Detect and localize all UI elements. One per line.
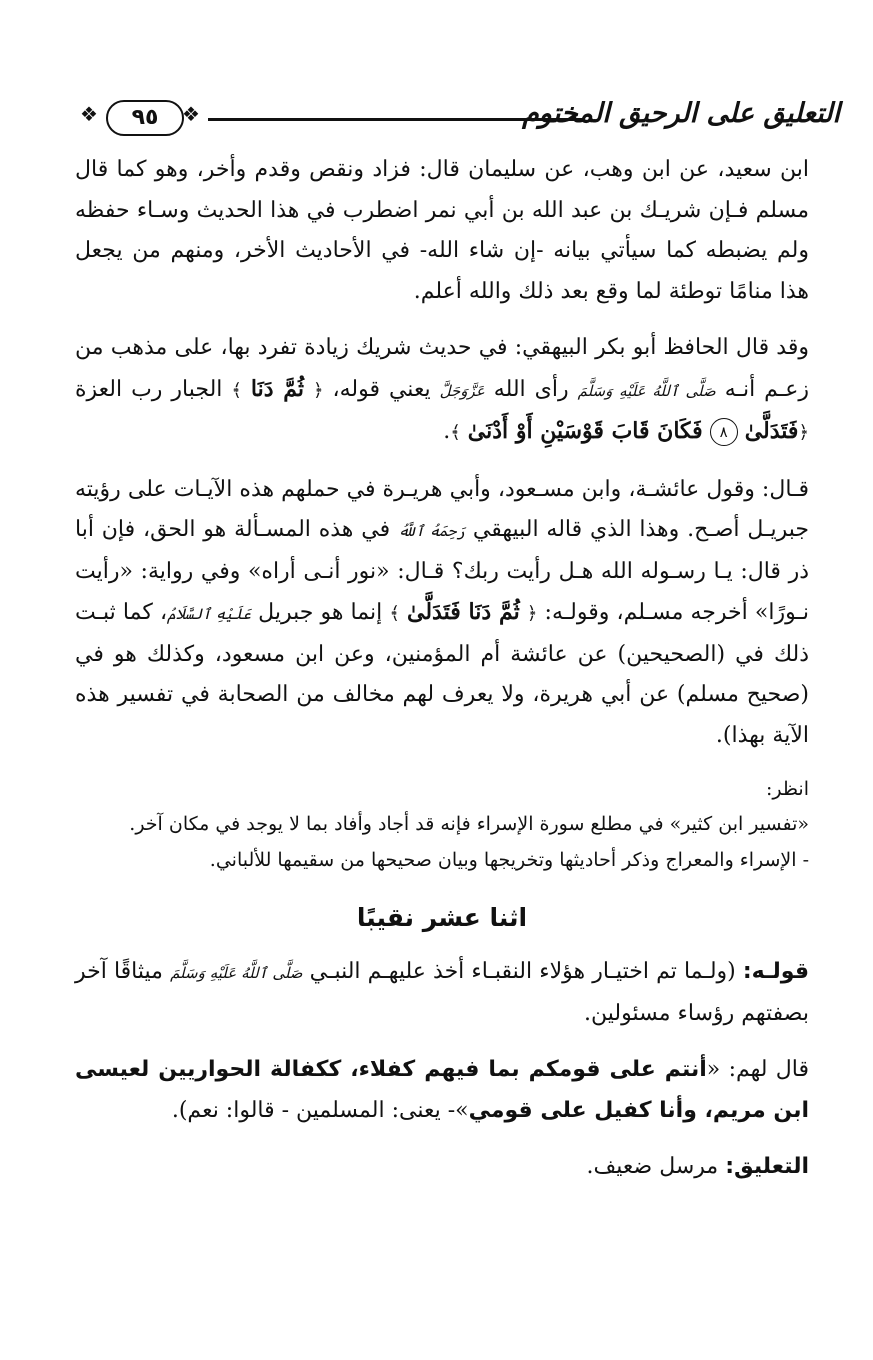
text-run: يعني قوله،	[323, 376, 440, 402]
list-item: «تفسير ابن كثير» في مطلع سورة الإسراء فإنه قد أجاد وأفاد بما لا يوجد في مكان آخر.	[129, 813, 809, 835]
paragraph-2: وقد قال الحافظ أبو بكر البيهقي: في حديث شريك زيادة تفرد بها، على مذهب من زعـم أنـه صَلَّى ٱللَّهُ عَلَيْهِ وَسَلَّمَ رأى الله عَزَّوَجَلَّ يعني قوله، ﴿ ثُمَّ دَنَا ﴾ الجبار رب العزة ﴿فَتَدَلَّىٰ ٨ فَكَانَ قَابَ قَوْسَيْنِ أَوْ أَدْنَىٰ ﴾.	[75, 335, 810, 444]
honorific-salla: صَلَّى ٱللَّهُ عَلَيْهِ وَسَلَّمَ	[170, 964, 303, 982]
paragraph-4	[75, 952, 809, 1034]
page-header	[80, 92, 840, 154]
page-number: ٩٥	[106, 100, 184, 136]
paragraph-6	[75, 1147, 809, 1188]
running-title: التعليق على الرحيق المختوم	[522, 98, 840, 129]
bold-quote: أنتم على قومكم بما فيهم كفلاء، ككفالة الحواريين لعيسى ابن مريم، وأنا كفيل على قومي	[75, 1057, 809, 1123]
text-run: ميثاقًا آخر بصفتهم رؤساء مسئولين.	[75, 959, 809, 1026]
quran-close-bracket: ﴾	[450, 422, 461, 443]
text-run: رأى الله	[484, 376, 578, 402]
text-run: ، كما ثبـت ذلك في (الصحيحين) عن عائشة أم المؤمنين، وعن ابن مسعود، وكذلك هو في (صحيح مسلم) عن أبي هريرة، ولا يعرف لهم مخالف من الصحابة في تفسير هذه الآية بهذا).	[75, 600, 809, 748]
ornament-icon: ❖	[182, 102, 200, 126]
quran-open-bracket: ﴿	[798, 422, 809, 443]
main-text	[75, 150, 809, 1204]
text-run: في هذه المسـألة هو الحق، فإن أبا ذر قال: يـا رسـوله الله هـل رأيت ربك؟ قـال: «نور أنـى أراه» وفي رواية: «رأيت نـورًا» أخرجه مسـلم، وقولـه:	[75, 517, 810, 625]
quran-open-bracket: ﴿	[312, 379, 324, 401]
quran-quote: ثُمَّ دَنَا فَتَدَلَّىٰ	[407, 599, 520, 625]
quran-open-bracket: ﴿	[526, 603, 538, 624]
text-run: »- يعنى: المسلمين - قالوا: نعم).	[171, 1097, 469, 1123]
ornament-icon: ❖	[80, 102, 98, 126]
quran-quote: ثُمَّ دَنَا	[250, 375, 304, 402]
text-run: (ولـما تم اختيـار هؤلاء النقبـاء أخذ عليهـم النبـي	[302, 959, 743, 984]
quran-quote: فَتَدَلَّىٰ	[744, 418, 799, 444]
see-also-list	[75, 806, 809, 878]
quran-close-bracket: ﴾	[231, 379, 242, 401]
see-also-label: انظر:	[765, 778, 809, 800]
text-run: قـال: وقول عائشـة، وابن مسـعود، وأبي هريـرة في حملهم هذه الآيـات على رؤيته جبريـل أصـح. وهذا الذي قاله البيهقي	[75, 476, 809, 542]
text-run: قال لهم: «	[706, 1057, 809, 1082]
quran-quote: فَكَانَ قَابَ قَوْسَيْنِ أَوْ أَدْنَىٰ	[467, 418, 703, 444]
honorific-rahimahu: رَحِمَهُ ٱللَّهُ	[397, 522, 466, 540]
text-run: وقد قال الحافظ أبو بكر البيهقي: في حديث شريك زيادة تفرد بها، على مذهب من زعـم أنـه	[75, 335, 810, 402]
text-run: إنما هو جبريل	[251, 600, 390, 625]
paragraph-5	[75, 1050, 809, 1131]
comment-label: التعليق:	[725, 1154, 809, 1179]
quran-close-bracket: ﴾	[389, 603, 400, 624]
honorific-salla: صَلَّى ٱللَّهُ عَلَيْهِ وَسَلَّمَ	[577, 381, 716, 400]
quote-label: قولـه:	[742, 959, 809, 984]
text-run: الجبار رب العزة	[75, 376, 232, 402]
honorific-azza: عَزَّوَجَلَّ	[439, 381, 485, 400]
list-item: - الإسراء والمعراج وذكر أحاديثها وتخريجها وبيان صحيحها من سقيمها للألباني.	[209, 849, 809, 871]
paragraph-1: ابن سعيد، عن ابن وهب، عن سليمان قال: فزاد ونقص وقدم وأخر، وهو كما قال مسلم فـإن شريـك بن عبد الله بن أبي نمر اضطرب في هذا الحديث وسـاء حفظه ولم يضبطه كما سيأتي بيانه -إن شاء الله- في الأحاديث الأخر، ومنهم من يجعل هذا منامًا توطئة لما وقع بعد ذلك والله أعلم.	[75, 157, 809, 304]
verse-number: ٨	[710, 418, 738, 446]
honorific-alayhi: عَلَيْهِ ٱلسَّلَامُ	[167, 605, 252, 623]
section-heading: اثنا عشر نقيبًا	[356, 903, 528, 932]
text-run: مرسل ضعيف.	[586, 1154, 726, 1179]
header-rule	[208, 118, 582, 121]
paragraph-3	[75, 470, 809, 757]
